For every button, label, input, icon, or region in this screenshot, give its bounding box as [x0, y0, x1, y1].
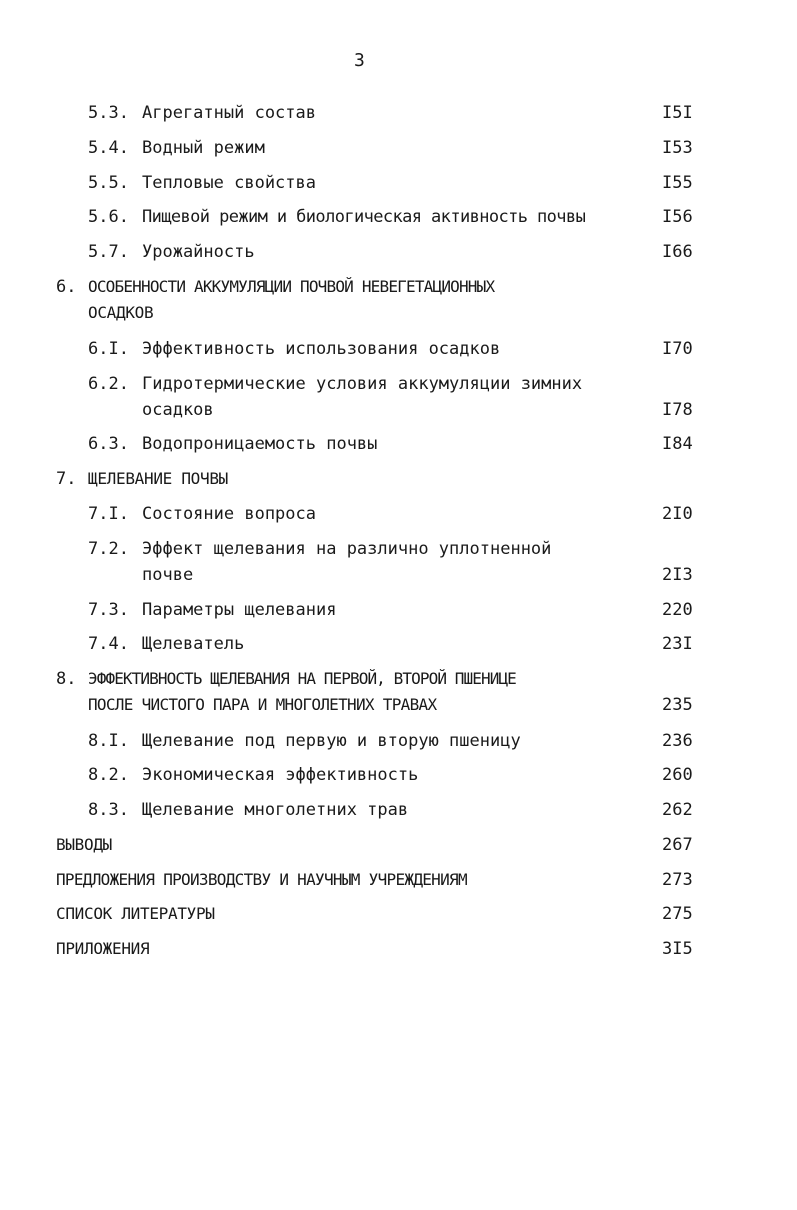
toc-entry [0, 798, 797, 822]
toc-text: Эффект щелевания на различно уплотненной [142, 539, 552, 559]
page-number: 3 [354, 50, 365, 71]
toc-entry-cont [0, 398, 797, 422]
toc-num: 8. [56, 669, 77, 689]
toc-text: ЭФФЕКТИВНОСТЬ ЩЕЛЕВАНИЯ НА ПЕРВОЙ, ВТОРОЙ ПШЕНИЦЕ [88, 669, 516, 688]
toc-page: I5I [662, 103, 693, 123]
toc-page: 235 [662, 695, 693, 715]
toc-num: 5.3. [88, 103, 129, 123]
toc-page: 2I3 [662, 565, 693, 585]
toc-num: 5.4. [88, 138, 129, 158]
toc-page: 3I5 [662, 939, 693, 959]
toc-entry [0, 337, 797, 361]
toc-entry [0, 432, 797, 456]
toc-num: 8.3. [88, 800, 129, 820]
toc-text: ПРЕДЛОЖЕНИЯ ПРОИЗВОДСТВУ И НАУЧНЫМ УЧРЕЖДЕНИЯМ [56, 870, 467, 889]
toc-page: 23I [662, 634, 693, 654]
toc-num: 6.2. [88, 374, 129, 394]
toc-text: ВЫВОДЫ [56, 835, 112, 854]
toc-text-cont: ПОСЛЕ ЧИСТОГО ПАРА И МНОГОЛЕТНИХ ТРАВАХ [88, 695, 437, 714]
toc-entry [0, 632, 797, 656]
toc-entry [0, 101, 797, 125]
toc-text: Тепловые свойства [142, 173, 316, 193]
toc-page: 2I0 [662, 504, 693, 524]
toc-text: Щелевание многолетних трав [142, 800, 409, 820]
toc-section [0, 667, 797, 691]
toc-num: 8.2. [88, 765, 129, 785]
toc-text: Параметры щелевания [142, 600, 337, 620]
toc-text: Эффективность использования осадков [142, 339, 501, 359]
toc-num: 8.I. [88, 731, 129, 751]
toc-text: Водопроницаемость почвы [142, 434, 378, 454]
toc-section-cont [0, 693, 797, 717]
toc-page: I66 [662, 242, 693, 262]
toc-page: I56 [662, 207, 693, 227]
toc-page: I78 [662, 400, 693, 420]
toc-num: 5.5. [88, 173, 129, 193]
toc-page: 260 [662, 765, 693, 785]
toc-text-cont: почве [142, 565, 194, 585]
toc-entry [0, 171, 797, 195]
toc-text: Урожайность [142, 242, 255, 262]
toc-page: I84 [662, 434, 693, 454]
toc-num: 7.4. [88, 634, 129, 654]
toc-page: I53 [662, 138, 693, 158]
toc-page: 273 [662, 870, 693, 890]
toc-text: Состояние вопроса [142, 504, 316, 524]
toc-page: 262 [662, 800, 693, 820]
toc-entry [0, 729, 797, 753]
toc-entry-cont [0, 563, 797, 587]
toc-section [0, 868, 797, 892]
toc-entry [0, 136, 797, 160]
toc-text: СПИСОК ЛИТЕРАТУРЫ [56, 904, 215, 923]
toc-text-cont: осадков [142, 400, 214, 420]
toc-entry [0, 598, 797, 622]
toc-page: 220 [662, 600, 693, 620]
toc-text-cont: ОСАДКОВ [88, 303, 154, 322]
toc-text: Пищевой режим и биологическая активность почвы [142, 207, 586, 227]
toc-num: 6.3. [88, 434, 129, 454]
toc-text: ЩЕЛЕВАНИЕ ПОЧВЫ [88, 469, 228, 488]
toc-entry [0, 205, 797, 229]
toc-text: Экономическая эффективность [142, 765, 419, 785]
toc-section [0, 902, 797, 926]
toc-entry [0, 240, 797, 264]
toc-text: ПРИЛОЖЕНИЯ [56, 939, 150, 958]
toc-num: 5.7. [88, 242, 129, 262]
toc-entry [0, 537, 797, 561]
toc-section [0, 275, 797, 299]
toc-num: 6. [56, 277, 77, 297]
toc-num: 7.3. [88, 600, 129, 620]
toc-num: 7. [56, 469, 77, 489]
toc-page: 275 [662, 904, 693, 924]
toc-section [0, 833, 797, 857]
toc-section [0, 937, 797, 961]
toc-section-cont [0, 301, 797, 325]
toc-text: Водный режим [142, 138, 265, 158]
toc-num: 6.I. [88, 339, 129, 359]
toc-text: Агрегатный состав [142, 103, 316, 123]
toc-entry [0, 502, 797, 526]
toc-num: 7.2. [88, 539, 129, 559]
toc-entry [0, 372, 797, 396]
toc-page: 267 [662, 835, 693, 855]
toc-text: Гидротермические условия аккумуляции зимних [142, 374, 583, 394]
toc-text: ОСОБЕННОСТИ АККУМУЛЯЦИИ ПОЧВОЙ НЕВЕГЕТАЦИОННЫХ [88, 277, 495, 296]
toc-num: 7.I. [88, 504, 129, 524]
toc-text: Щелевание под первую и вторую пшеницу [142, 731, 521, 751]
toc-num: 5.6. [88, 207, 129, 227]
toc-page: I70 [662, 339, 693, 359]
toc-page: 236 [662, 731, 693, 751]
toc-page: I55 [662, 173, 693, 193]
toc-entry [0, 763, 797, 787]
toc-section [0, 467, 797, 491]
toc-text: Щелеватель [142, 634, 245, 654]
